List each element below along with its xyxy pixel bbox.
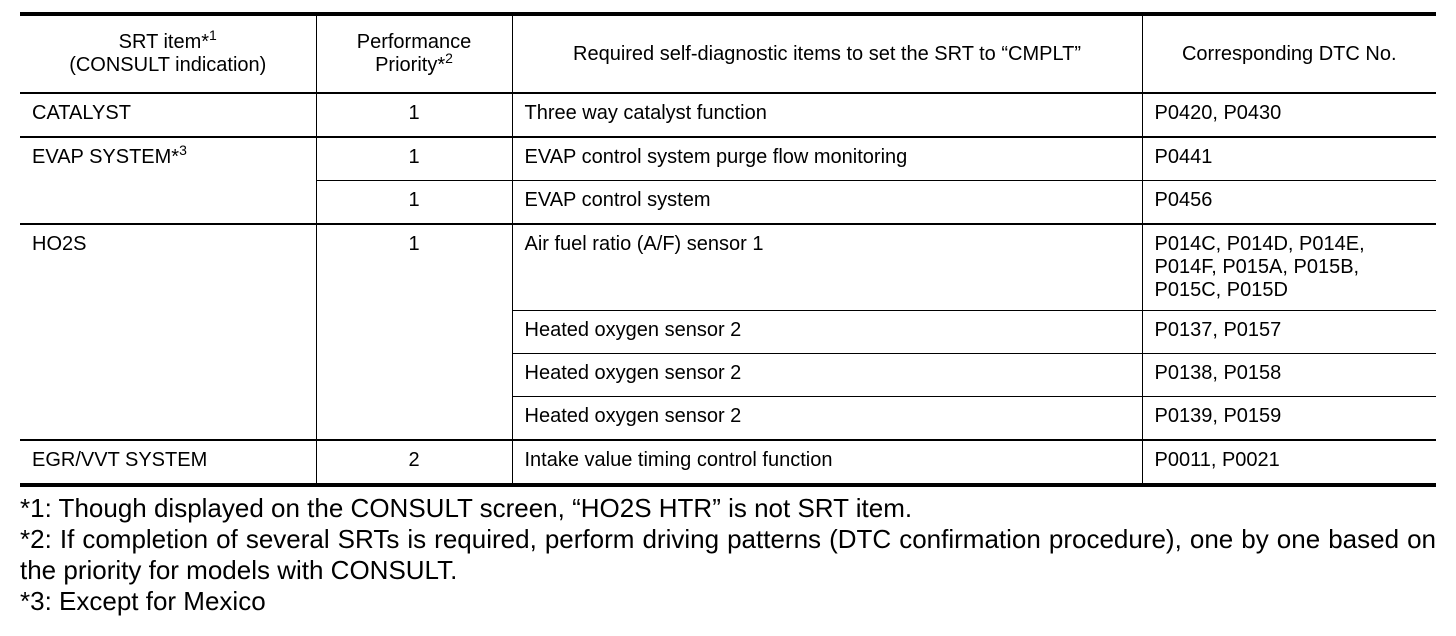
required-item-cell: Three way catalyst function — [512, 93, 1142, 137]
table-row — [20, 93, 1436, 137]
required-item-cell: EVAP control system — [512, 181, 1142, 225]
priority-cell: 2 — [316, 440, 512, 485]
table-header — [20, 14, 1436, 93]
priority-cell: 1 — [316, 181, 512, 225]
table-row — [20, 224, 1436, 311]
dtc-cell: P0420, P0430 — [1142, 93, 1436, 137]
required-item-cell: Air fuel ratio (A/F) sensor 1 — [512, 224, 1142, 311]
srt-document — [20, 12, 1436, 617]
required-item-cell: Heated oxygen sensor 2 — [512, 311, 1142, 354]
dtc-cell: P0139, P0159 — [1142, 397, 1436, 441]
table-row — [20, 440, 1436, 485]
srt-item-cell: EGR/VVT SYSTEM — [20, 440, 316, 485]
header-required-items: Required self-diagnostic items to set the SRT to “CMPLT” — [512, 14, 1142, 93]
priority-cell: 1 — [316, 137, 512, 181]
evap-group — [20, 137, 1436, 224]
header-srt-item: SRT item*$^1$ (CONSULT indication) — [20, 14, 316, 93]
srt-table — [20, 12, 1436, 487]
footnote-2: *2: If completion of several SRTs is required, perform driving patterns (DTC confirmation procedure), one by one based on the priority for models with CONSULT. — [20, 524, 1436, 585]
footnote-3: *3: Except for Mexico — [20, 586, 266, 616]
dtc-cell: P0456 — [1142, 181, 1436, 225]
required-item-cell: Heated oxygen sensor 2 — [512, 354, 1142, 397]
dtc-cell: P0441 — [1142, 137, 1436, 181]
header-performance-priority: Performance Priority*$^2$ — [316, 14, 512, 93]
table-row — [20, 137, 1436, 181]
priority-cell: 1 — [316, 224, 512, 440]
srt-item-cell: EVAP SYSTEM*$^3$ — [20, 137, 316, 224]
header-dtc-no: Corresponding DTC No. — [1142, 14, 1436, 93]
dtc-cell: P0011, P0021 — [1142, 440, 1436, 485]
dtc-cell: P014C, P014D, P014E, P014F, P015A, P015B, P015C, P015D — [1142, 224, 1436, 311]
footnote-1: *1: Though displayed on the CONSULT screen, “HO2S HTR” is not SRT item. — [20, 493, 913, 523]
required-item-cell: Intake value timing control function — [512, 440, 1142, 485]
srt-item-cell: CATALYST — [20, 93, 316, 137]
footnotes — [20, 493, 1436, 617]
header-row — [20, 14, 1436, 93]
required-item-cell: EVAP control system purge flow monitoring — [512, 137, 1142, 181]
dtc-cell: P0138, P0158 — [1142, 354, 1436, 397]
ho2s-group — [20, 224, 1436, 440]
egr-group — [20, 440, 1436, 485]
srt-item-cell: HO2S — [20, 224, 316, 440]
catalyst-group — [20, 93, 1436, 137]
priority-cell: 1 — [316, 93, 512, 137]
dtc-cell: P0137, P0157 — [1142, 311, 1436, 354]
required-item-cell: Heated oxygen sensor 2 — [512, 397, 1142, 441]
